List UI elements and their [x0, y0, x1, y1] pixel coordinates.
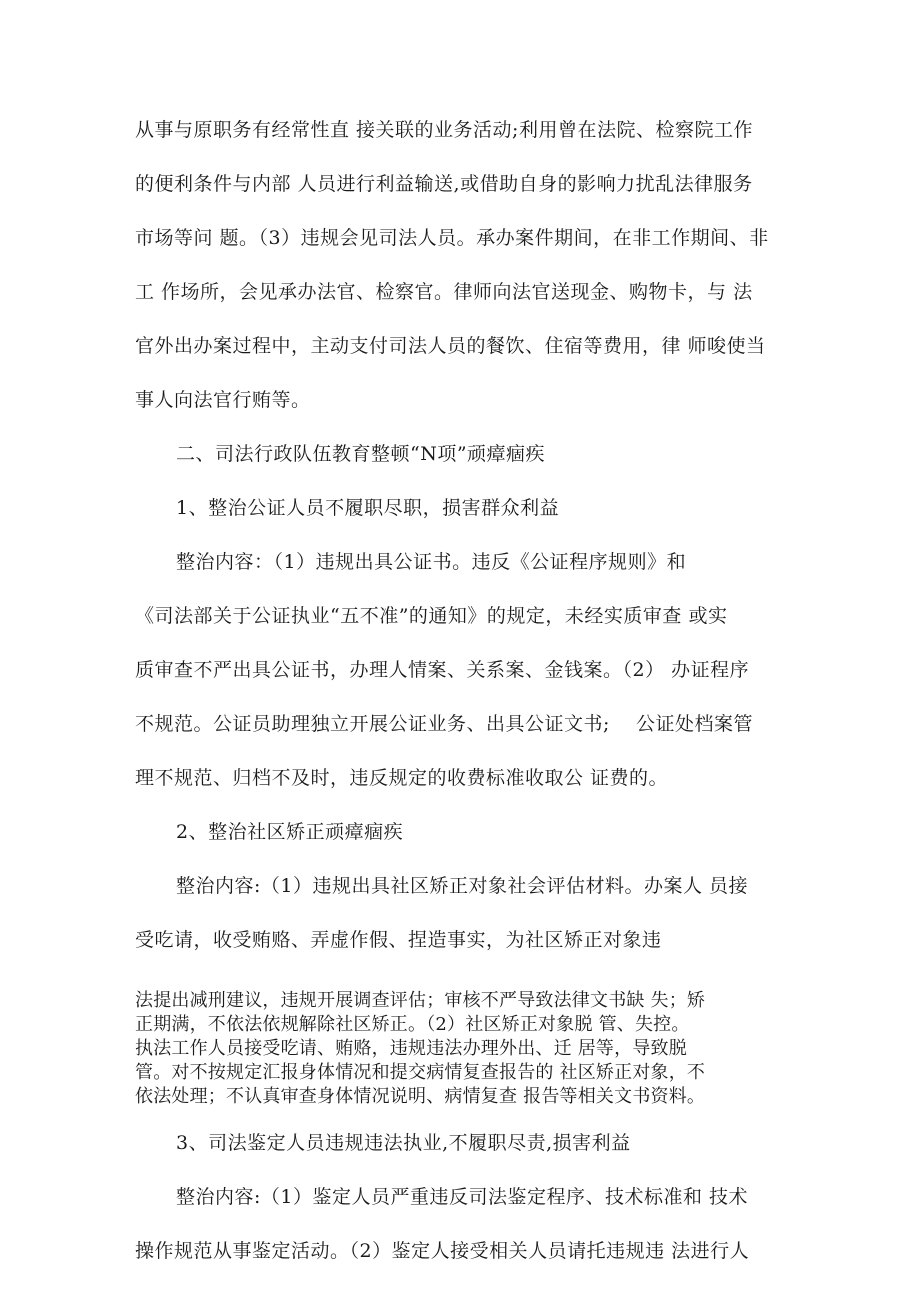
subsection-heading: 3、司法鉴定人员违规违法执业,不履职尽责,损害利益	[176, 1132, 631, 1154]
body-text-line: 的便利条件与内部 人员进行利益输送,或借助自身的影响力扰乱法律服务	[135, 173, 753, 195]
body-text-line: 整治内容:（1）鉴定人员严重违反司法鉴定程序、技术标准和 技术	[176, 1186, 749, 1208]
body-text-line: 管。对不按规定汇报身体情况和提交病情复查报告的 社区矫正对象，不	[135, 1062, 706, 1083]
body-text-line: 事人向法官行贿等。	[135, 389, 311, 411]
body-text-line: 《司法部关于公证执业“五不准”的通知》的规定，未经实质审查 或实	[135, 605, 728, 627]
body-text-line: 整治内容:（1）违规出具社区矫正对象社会评估材料。办案人 员接	[176, 875, 749, 897]
body-text-line: 法提出减刑建议，违规开展调查评估；审核不严导致法律文书缺 失；矫	[135, 990, 706, 1011]
body-text-line: 市场等问 题。（3）违规会见司法人员。承办案件期间，在非工作期间、非	[135, 227, 769, 249]
body-text-line: 依法处理；不认真审查身体情况说明、病情复查 报告等相关文书资料。	[135, 1086, 706, 1107]
subsection-heading: 1、整治公证人员不履职尽职，损害群众利益	[176, 497, 560, 519]
body-text-line: 整治内容：（1）违规出具公证书。违反《公证程序规则》和	[176, 551, 687, 573]
body-text-line: 质审查不严出具公证书，办理人情案、关系案、金钱案。（2） 办证程序	[135, 659, 750, 681]
subsection-heading: 2、整治社区矫正顽瘴痼疾	[176, 821, 404, 843]
body-text-line: 工 作场所，会见承办法官、检察官。律师向法官送现金、购物卡，与 法	[135, 281, 753, 303]
body-text-line: 操作规范从事鉴定活动。（2）鉴定人接受相关人员请托违规违 法进行人	[135, 1240, 750, 1262]
body-text-line: 执法工作人员接受吃请、贿赂，违规违法办理外出、迁 居等，导致脱	[135, 1038, 687, 1059]
body-text-line: 正期满，不依法依规解除社区矫正。（2）社区矫正对象脱 管、失控。	[135, 1014, 690, 1035]
section-heading: 二、司法行政队伍教育整顿“N项”顽瘴痼疾	[176, 443, 546, 465]
body-text-line: 理不规范、归档不及时，违反规定的收费标准收取公 证费的。	[135, 767, 669, 789]
body-text-line: 不规范。公证员助理独立开展公证业务、出具公证文书; 公证处档案管	[135, 713, 753, 735]
body-text-line: 官外出办案过程中，主动支付司法人员的餐饮、住宿等费用，律 师唆使当	[135, 335, 766, 357]
body-text-line: 受吃请，收受贿赂、弄虚作假、捏造事实，为社区矫正对象违	[135, 929, 662, 951]
body-text-line: 从事与原职务有经常性直 接关联的业务活动;利用曾在法院、检察院工作	[135, 119, 753, 141]
